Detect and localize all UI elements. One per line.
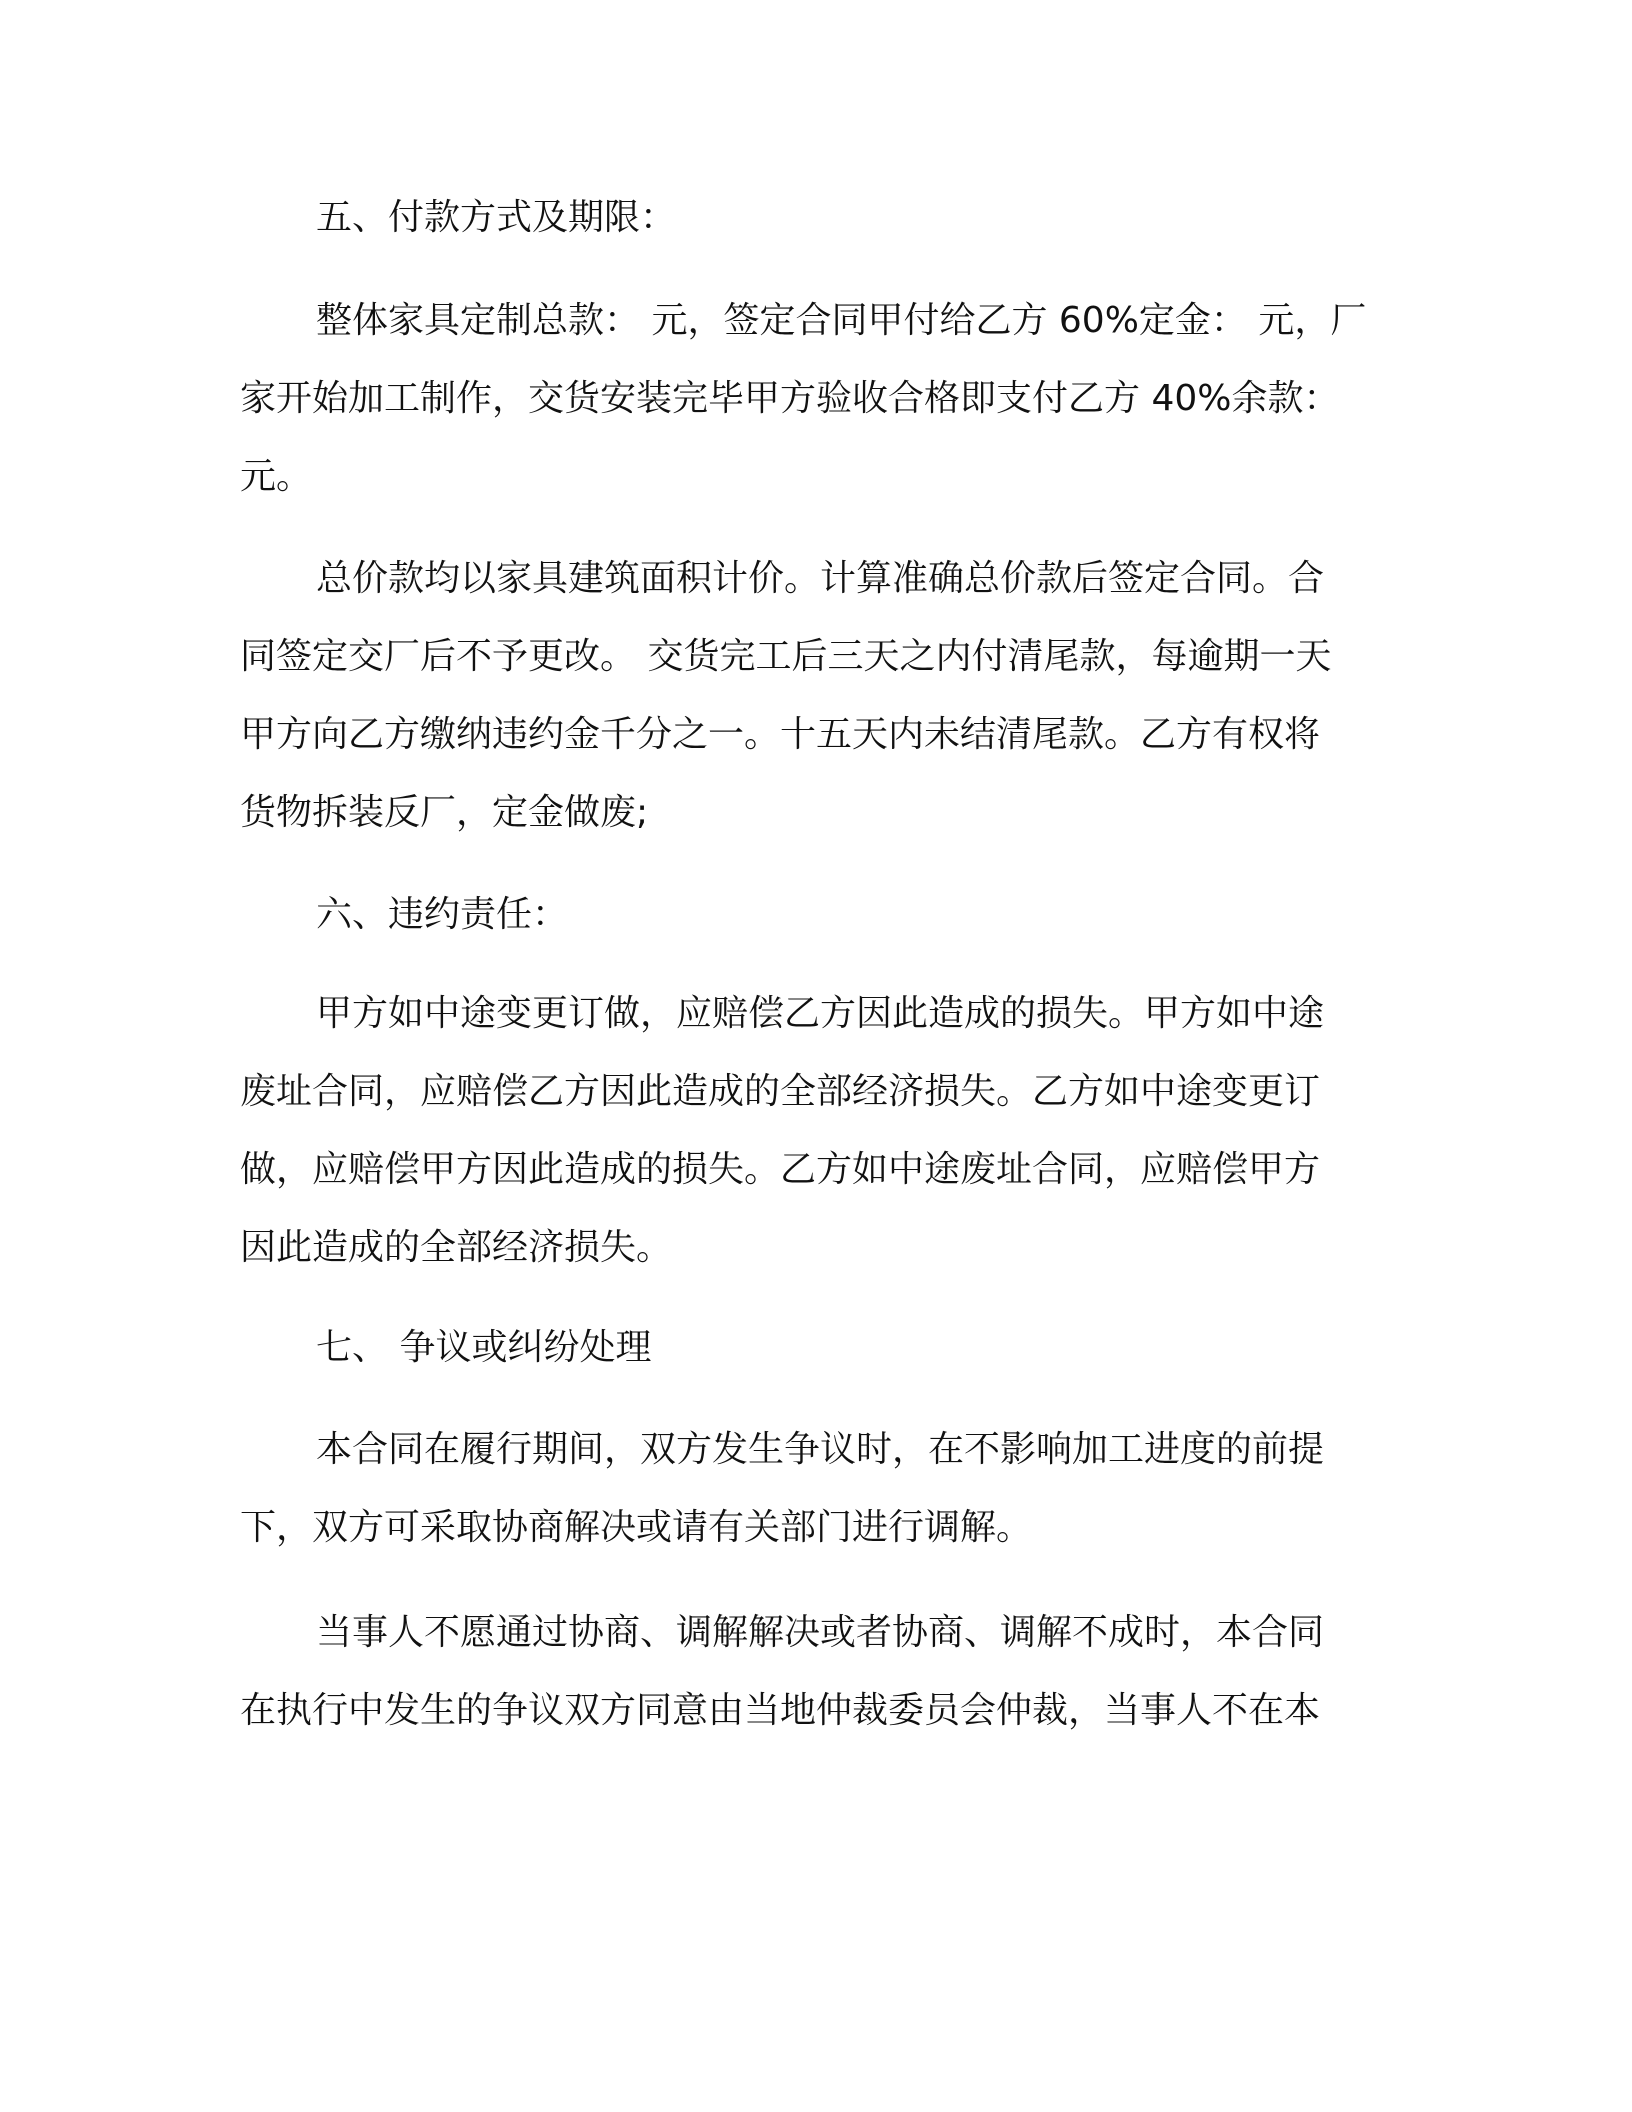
- paragraph-line: 因此造成的全部经济损失。: [240, 1227, 673, 1268]
- section-6-heading: [240, 876, 1392, 954]
- section-5-paragraph-1: [240, 282, 1392, 516]
- paragraph-line: 家开始加工制作，交货安装完毕甲方验收合格即支付乙方 40%余款：: [240, 378, 1340, 419]
- section-6-paragraph-1: [240, 975, 1392, 1287]
- paragraph-line: 同签定交厂后不予更改。 交货完工后三天之内付清尾款，每逾期一天: [240, 636, 1332, 677]
- paragraph-line: 当事人不愿通过协商、调解解决或者协商、调解不成时，本合同: [316, 1612, 1325, 1653]
- paragraph-line: 甲方向乙方缴纳违约金千分之一。十五天内未结清尾款。乙方有权将: [240, 714, 1321, 755]
- paragraph-line: 做，应赔偿甲方因此造成的损失。乙方如中途废址合同，应赔偿甲方: [240, 1149, 1321, 1190]
- paragraph-line: 本合同在履行期间，双方发生争议时，在不影响加工进度的前提: [316, 1429, 1325, 1470]
- heading-line: 七、 争议或纠纷处理: [316, 1327, 652, 1368]
- paragraph-line: 总价款均以家具建筑面积计价。计算准确总价款后签定合同。合: [316, 558, 1325, 599]
- heading-line: 六、违约责任：: [316, 894, 569, 935]
- section-5-paragraph-2: [240, 540, 1392, 852]
- section-7-paragraph-1: [240, 1411, 1392, 1567]
- section-7-paragraph-2: [240, 1594, 1392, 1750]
- paragraph-line: 在执行中发生的争议双方同意由当地仲裁委员会仲裁，当事人不在本: [240, 1690, 1321, 1731]
- paragraph-line: 下，双方可采取协商解决或请有关部门进行调解。: [240, 1507, 1033, 1548]
- heading-line: 五、付款方式及期限：: [316, 197, 677, 238]
- paragraph-line: 废址合同，应赔偿乙方因此造成的全部经济损失。乙方如中途变更订: [240, 1071, 1321, 1112]
- paragraph-line: 整体家具定制总款： 元，签定合同甲付给乙方 60%定金： 元，厂: [316, 300, 1367, 341]
- section-5-heading: [240, 179, 1392, 257]
- section-7-heading: [240, 1309, 1392, 1387]
- paragraph-line: 甲方如中途变更订做，应赔偿乙方因此造成的损失。甲方如中途: [316, 993, 1325, 1034]
- paragraph-line: 货物拆装反厂，定金做废;: [240, 792, 649, 833]
- paragraph-line: 元。: [240, 456, 313, 497]
